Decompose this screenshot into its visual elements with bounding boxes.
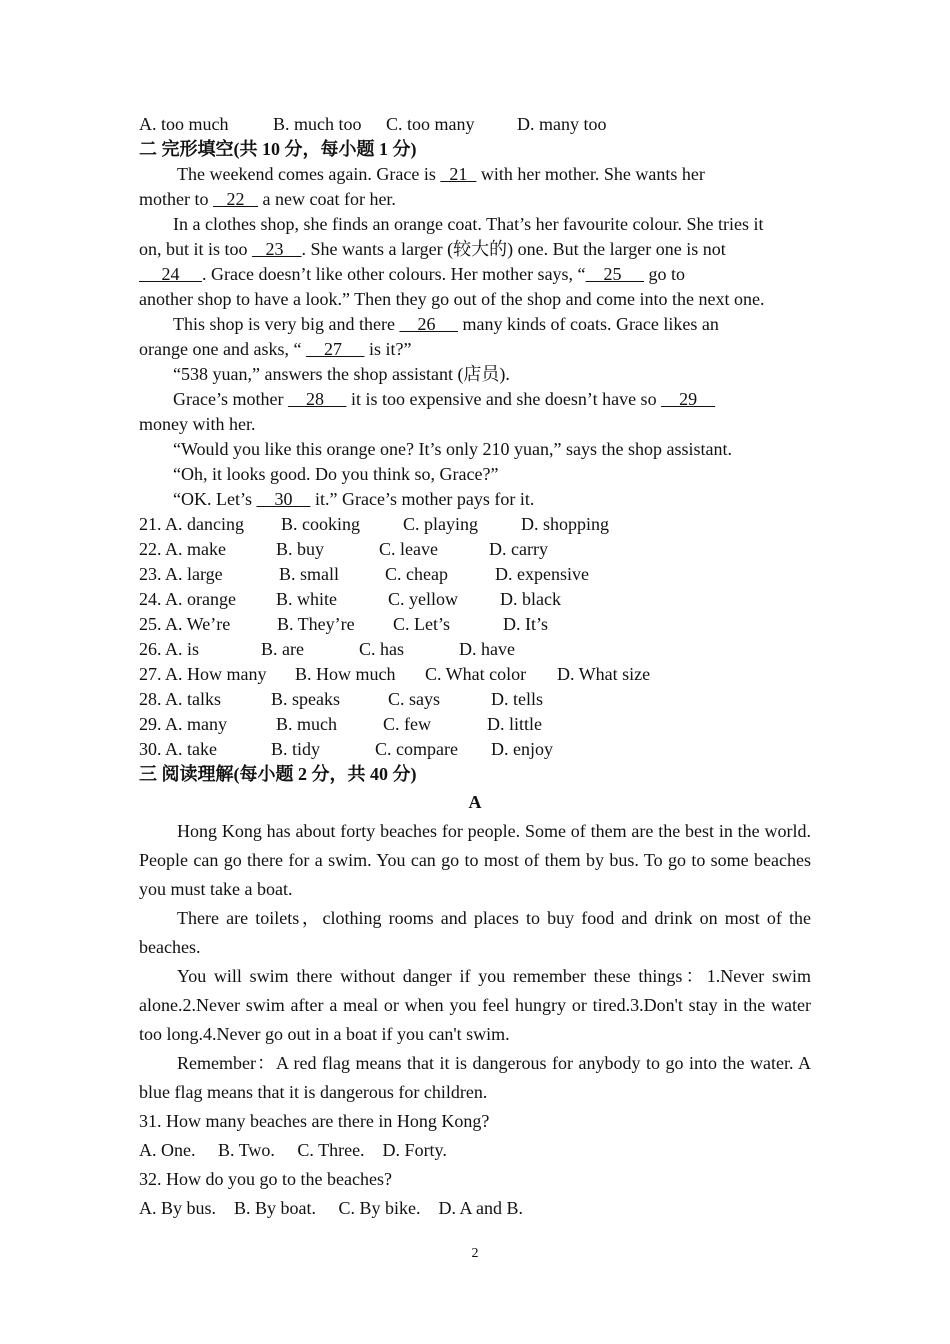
page-number: 2 — [471, 1246, 479, 1261]
cloze-heading: 二 完形填空(共 10 分，每小题 1 分) — [139, 139, 417, 159]
question-option: D. carry — [489, 539, 548, 559]
cloze-p7: “Oh, it looks good. Do you think so, Grace?” — [173, 464, 499, 484]
question-option: B. white — [276, 589, 337, 609]
question-option: C. few — [383, 714, 431, 734]
question-option: D. tells — [491, 689, 543, 709]
cloze-p6: “Would you like this orange one? It’s only 210 yuan,” says the shop assistant. — [173, 439, 732, 459]
question-row — [139, 662, 811, 687]
cloze-p1-line2: mother to 22 a new coat for her. — [139, 189, 396, 209]
question-option: 24. A. orange — [139, 589, 236, 609]
options-row-top — [139, 112, 811, 137]
question-option: 30. A. take — [139, 739, 217, 759]
question-option: C. Let’s — [393, 614, 450, 634]
reading-section-label: A — [468, 792, 482, 812]
question-option: 29. A. many — [139, 714, 227, 734]
question-option: 21. A. dancing — [139, 514, 244, 534]
question-option: B. tidy — [271, 739, 321, 759]
question-option: 27. A. How many — [139, 664, 267, 684]
blank-28: 28 — [287, 389, 347, 409]
option-c: C. too many — [386, 114, 475, 134]
blank-22: 22 — [213, 189, 258, 209]
question-option: D. expensive — [495, 564, 589, 584]
question-row — [139, 537, 811, 562]
question-option: C. has — [359, 639, 404, 659]
question-option: D. have — [459, 639, 515, 659]
question-32-options: A. By bus. B. By boat. C. By bike. D. A and B. — [139, 1198, 524, 1218]
question-option: D. What size — [557, 664, 651, 684]
question-row — [139, 637, 811, 662]
question-option: C. yellow — [388, 589, 458, 609]
option-a: A. too much — [139, 114, 229, 134]
question-option: 23. A. large — [139, 564, 223, 584]
blank-23: 23 — [252, 239, 302, 259]
question-option: B. How much — [295, 664, 396, 684]
question-option: B. are — [261, 639, 304, 659]
question-option: D. little — [487, 714, 542, 734]
option-b: B. much too — [273, 114, 362, 134]
option-d: D. many too — [517, 114, 607, 134]
cloze-p5-line2: money with her. — [139, 414, 256, 434]
cloze-p5-line1: Grace’s mother 28 it is too expensive and she doesn’t have so 29 — [173, 389, 716, 409]
question-option: B. small — [279, 564, 340, 584]
question-option: C. What color — [425, 664, 527, 684]
question-option: B. buy — [276, 539, 325, 559]
question-row — [139, 737, 811, 762]
question-option: 22. A. make — [139, 539, 226, 559]
question-option: C. says — [388, 689, 441, 709]
cloze-p3-line2: orange one and asks, “ 27 is it?” — [139, 339, 412, 359]
question-32: 32. How do you go to the beaches? — [139, 1169, 392, 1189]
blank-26: 26 — [399, 314, 458, 334]
cloze-p2-line4: another shop to have a look.” Then they go out of the shop and come into the next one. — [139, 289, 765, 309]
question-row — [139, 712, 811, 737]
cloze-p2-line2: on, but it is too 23 . She wants a larger (较大的) one. But the larger one is not — [139, 239, 726, 259]
question-option: D. It’s — [503, 614, 548, 634]
reading-paragraph: Remember：A red flag means that it is dangerous for anybody to go into the water. A blue flag means that it is dangerous for children. — [139, 1053, 811, 1102]
question-option: D. enjoy — [491, 739, 553, 759]
question-option: B. They’re — [277, 614, 355, 634]
question-row — [139, 562, 811, 587]
exam-page — [139, 112, 811, 1223]
question-31-options: A. One. B. Two. C. Three. D. Forty. — [139, 1140, 447, 1160]
reading-paragraph: There are toilets，clothing rooms and places to buy food and drink on most of the beaches. — [139, 908, 811, 957]
blank-21: 21 — [440, 164, 477, 184]
question-row — [139, 612, 811, 637]
cloze-questions — [139, 512, 811, 762]
cloze-p8: “OK. Let’s 30 it.” Grace’s mother pays for it. — [173, 489, 535, 509]
question-option: C. cheap — [385, 564, 448, 584]
question-option: C. leave — [379, 539, 438, 559]
question-option: B. much — [276, 714, 337, 734]
question-option: D. black — [500, 589, 561, 609]
cloze-p1-line1: The weekend comes again. Grace is 21 with her mother. She wants her — [177, 164, 705, 184]
question-option: C. compare — [375, 739, 458, 759]
cloze-p2-line1: In a clothes shop, she finds an orange coat. That’s her favourite colour. She tries it — [173, 214, 764, 234]
cloze-p2-line3: 24 . Grace doesn’t like other colours. Her mother says, “ 25 go to — [139, 264, 686, 284]
question-option: C. playing — [403, 514, 478, 534]
question-option: 25. A. We’re — [139, 614, 231, 634]
question-option: 28. A. talks — [139, 689, 222, 709]
reading-paragraph: You will swim there without danger if you remember these things：1.Never swim alone.2.Never swim after a meal or when you feel hungry or tired.3.Don't stay in the water too long.4.Never go out in a boat if you can't swim. — [139, 966, 811, 1044]
question-row — [139, 587, 811, 612]
reading-paragraph: Hong Kong has about forty beaches for people. Some of them are the best in the world. People can go there for a swim. You can go to most of them by bus. To go to some beaches you must take a boat. — [139, 821, 811, 899]
cloze-p3-line1: This shop is very big and there 26 many kinds of coats. Grace likes an — [173, 314, 719, 334]
question-option: 26. A. is — [139, 639, 200, 659]
question-option: D. shopping — [521, 514, 610, 534]
question-31: 31. How many beaches are there in Hong Kong? — [139, 1111, 490, 1131]
question-option: B. speaks — [271, 689, 340, 709]
blank-25: 25 — [585, 264, 645, 284]
blank-29: 29 — [661, 389, 716, 409]
question-option: B. cooking — [281, 514, 360, 534]
reading-heading: 三 阅读理解(每小题 2 分，共 40 分) — [139, 764, 417, 784]
cloze-p4: “538 yuan,” answers the shop assistant (店员). — [173, 364, 510, 384]
blank-30: 30 — [256, 489, 311, 509]
question-row — [139, 687, 811, 712]
blank-24: 24 — [139, 264, 202, 284]
question-row — [139, 512, 811, 537]
blank-27: 27 — [305, 339, 365, 359]
